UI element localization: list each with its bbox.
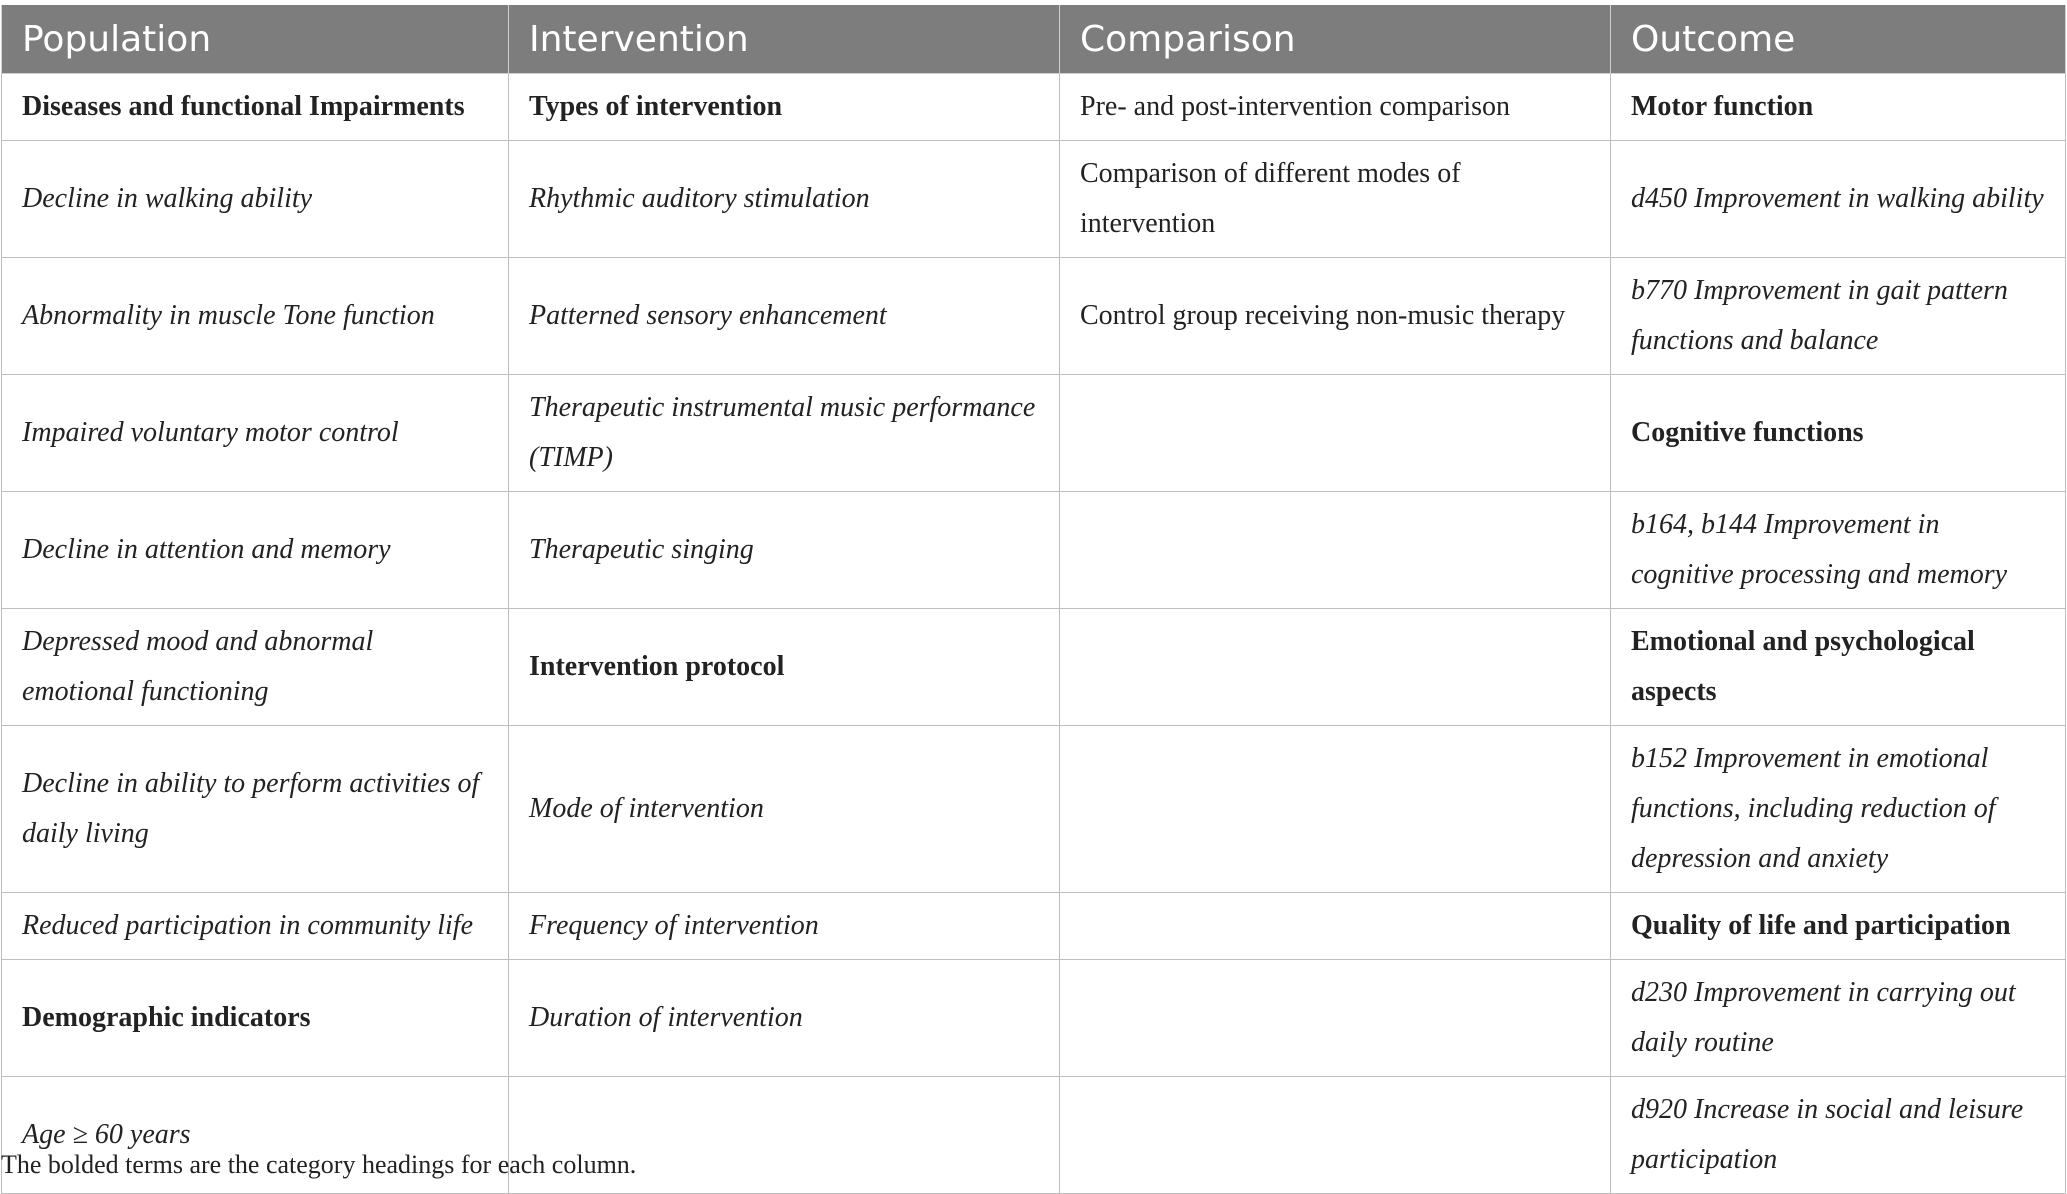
- cell-population: Decline in walking ability: [2, 141, 509, 258]
- header-intervention: Intervention: [509, 5, 1060, 74]
- cell-population: Impaired voluntary motor control: [2, 375, 509, 492]
- cell-population: Diseases and functional Impairments: [2, 74, 509, 141]
- cell-outcome: Emotional and psychological aspects: [1611, 609, 2066, 726]
- pico-table: [1, 5, 2066, 1194]
- table-row: [2, 609, 2066, 726]
- cell-outcome: b770 Improvement in gait pattern functions and balance: [1611, 258, 2066, 375]
- cell-intervention: Types of intervention: [509, 74, 1060, 141]
- cell-comparison: [1060, 609, 1611, 726]
- table-row: [2, 726, 2066, 893]
- table-header: [2, 5, 2066, 74]
- cell-intervention: Duration of intervention: [509, 960, 1060, 1077]
- cell-outcome: d230 Improvement in carrying out daily routine: [1611, 960, 2066, 1077]
- cell-outcome: d920 Increase in social and leisure participation: [1611, 1077, 2066, 1194]
- pico-table-container: [1, 5, 2065, 1194]
- table-row: [2, 258, 2066, 375]
- cell-population: Decline in ability to perform activities of daily living: [2, 726, 509, 893]
- cell-comparison: Comparison of different modes of intervention: [1060, 141, 1611, 258]
- table-row: [2, 893, 2066, 960]
- table-row: [2, 74, 2066, 141]
- cell-comparison: [1060, 960, 1611, 1077]
- cell-intervention: Rhythmic auditory stimulation: [509, 141, 1060, 258]
- cell-comparison: [1060, 492, 1611, 609]
- cell-comparison: [1060, 1077, 1611, 1194]
- cell-comparison: [1060, 726, 1611, 893]
- header-row: [2, 5, 2066, 74]
- cell-intervention: Mode of intervention: [509, 726, 1060, 893]
- header-comparison: Comparison: [1060, 5, 1611, 74]
- table-row: [2, 141, 2066, 258]
- cell-intervention: Frequency of intervention: [509, 893, 1060, 960]
- table-row: [2, 492, 2066, 609]
- header-outcome: Outcome: [1611, 5, 2066, 74]
- cell-population: Depressed mood and abnormal emotional functioning: [2, 609, 509, 726]
- cell-outcome: d450 Improvement in walking ability: [1611, 141, 2066, 258]
- cell-intervention: Therapeutic singing: [509, 492, 1060, 609]
- cell-population: Demographic indicators: [2, 960, 509, 1077]
- cell-outcome: Motor function: [1611, 74, 2066, 141]
- table-body: [2, 74, 2066, 1194]
- table-row: [2, 960, 2066, 1077]
- cell-outcome: b164, b144 Improvement in cognitive processing and memory: [1611, 492, 2066, 609]
- table-row: [2, 375, 2066, 492]
- cell-comparison: Control group receiving non-music therapy: [1060, 258, 1611, 375]
- cell-intervention: Intervention protocol: [509, 609, 1060, 726]
- header-population: Population: [2, 5, 509, 74]
- cell-outcome: b152 Improvement in emotional functions, including reduction of depression and anxiety: [1611, 726, 2066, 893]
- cell-population: Reduced participation in community life: [2, 893, 509, 960]
- cell-population: Abnormality in muscle Tone function: [2, 258, 509, 375]
- cell-comparison: Pre- and post-intervention comparison: [1060, 74, 1611, 141]
- cell-intervention: Therapeutic instrumental music performance (TIMP): [509, 375, 1060, 492]
- cell-population: Age ≥ 60 years: [2, 1077, 509, 1194]
- cell-comparison: [1060, 893, 1611, 960]
- cell-intervention: Patterned sensory enhancement: [509, 258, 1060, 375]
- cell-comparison: [1060, 375, 1611, 492]
- cell-outcome: Cognitive functions: [1611, 375, 2066, 492]
- table-footnote: The bolded terms are the category headings for each column.: [1, 1150, 637, 1179]
- cell-outcome: Quality of life and participation: [1611, 893, 2066, 960]
- cell-population: Decline in attention and memory: [2, 492, 509, 609]
